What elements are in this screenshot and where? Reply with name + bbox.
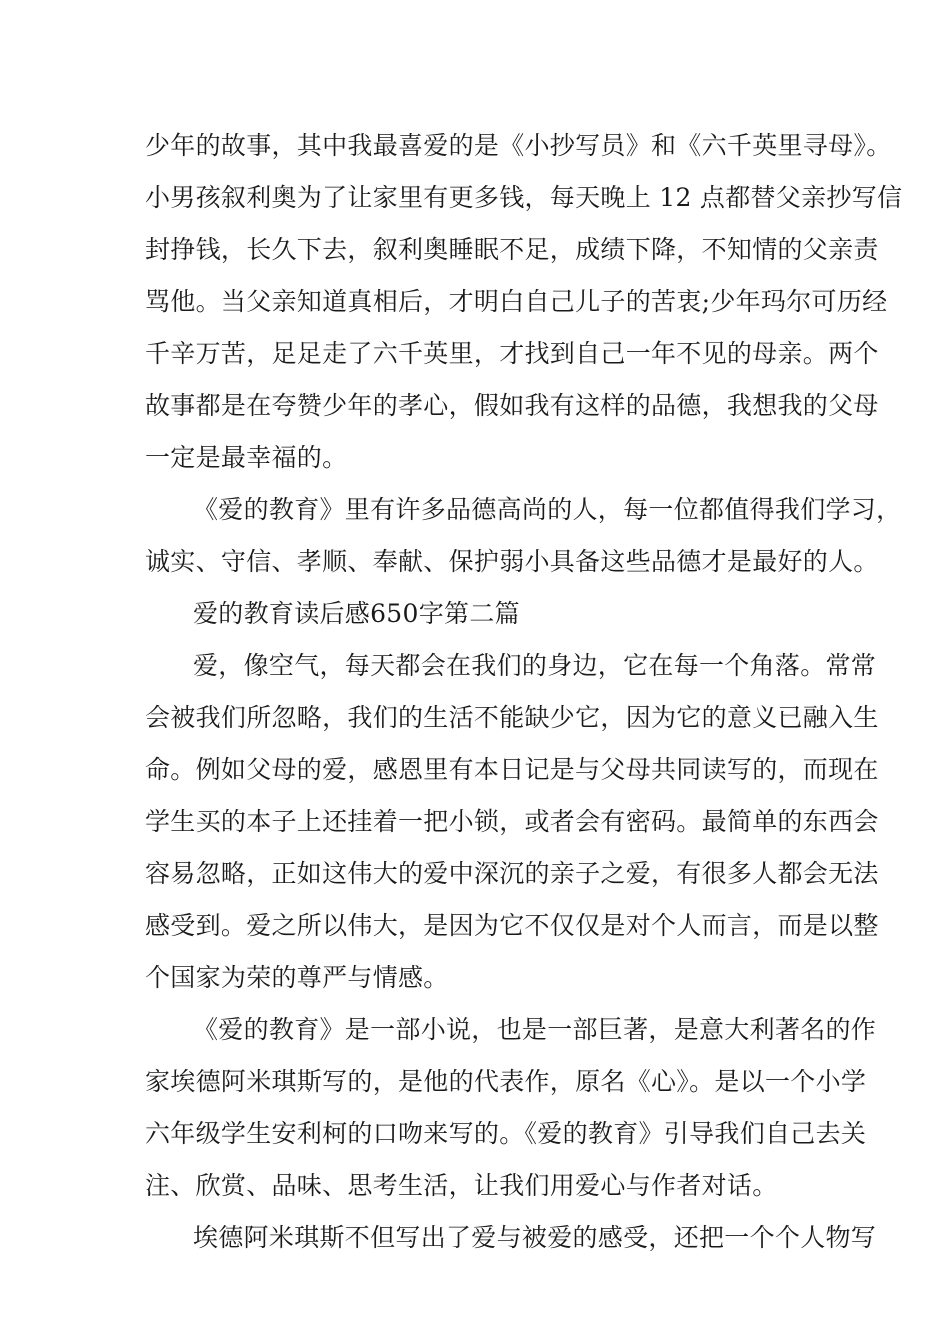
- body-text-line: 感受到。爱之所以伟大，是因为它不仅仅是对个人而言，而是以整: [145, 911, 879, 940]
- body-text-line: 少年的故事，其中我最喜爱的是《小抄写员》和《六千英里寻母》。: [145, 131, 892, 160]
- body-text-line: 六年级学生安利柯的口吻来写的。《爱的教育》引导我们自己去关: [145, 1119, 867, 1148]
- section-heading: 爱的教育读后感650字第二篇: [193, 599, 520, 628]
- body-text-line: 小男孩叙利奥为了让家里有更多钱，每天晚上 12 点都替父亲抄写信: [145, 183, 903, 212]
- body-text-line: 骂他。当父亲知道真相后，才明白自己儿子的苦衷;少年玛尔可历经: [145, 287, 888, 316]
- body-text-line: 家埃德阿米琪斯写的，是他的代表作，原名《心》。是以一个小学: [145, 1067, 867, 1096]
- paragraph-first-line: 爱，像空气，每天都会在我们的身边，它在每一个角落。常常: [193, 651, 877, 680]
- paragraph-first-line: 《爱的教育》是一部小说，也是一部巨著，是意大利著名的作: [193, 1015, 877, 1044]
- body-text-line: 命。例如父母的爱，感恩里有本日记是与父母共同读写的，而现在: [145, 755, 879, 784]
- body-text-line: 故事都是在夸赞少年的孝心，假如我有这样的品德，我想我的父母: [145, 391, 879, 420]
- paragraph-first-line: 埃德阿米琪斯不但写出了爱与被爱的感受，还把一个个人物写: [193, 1223, 877, 1252]
- paragraph-first-line: 《爱的教育》里有许多品德高尚的人，每一位都值得我们学习，: [193, 495, 902, 524]
- body-text-line: 容易忽略，正如这伟大的爱中深沉的亲子之爱，有很多人都会无法: [145, 859, 879, 888]
- body-text-line: 一定是最幸福的。: [145, 443, 348, 472]
- body-text-line: 个国家为荣的尊严与情感。: [145, 963, 449, 992]
- body-text-line: 学生买的本子上还挂着一把小锁，或者会有密码。最简单的东西会: [145, 807, 879, 836]
- body-text-line: 封挣钱，长久下去，叙利奥睡眠不足，成绩下降，不知情的父亲责: [145, 235, 879, 264]
- body-text-line: 会被我们所忽略，我们的生活不能缺少它，因为它的意义已融入生: [145, 703, 879, 732]
- body-text-line: 注、欣赏、品味、思考生活，让我们用爱心与作者对话。: [145, 1171, 778, 1200]
- body-text-line: 诚实、守信、孝顺、奉献、保护弱小具备这些品德才是最好的人。: [145, 547, 879, 576]
- body-text-line: 千辛万苦，足足走了六千英里，才找到自己一年不见的母亲。两个: [145, 339, 879, 368]
